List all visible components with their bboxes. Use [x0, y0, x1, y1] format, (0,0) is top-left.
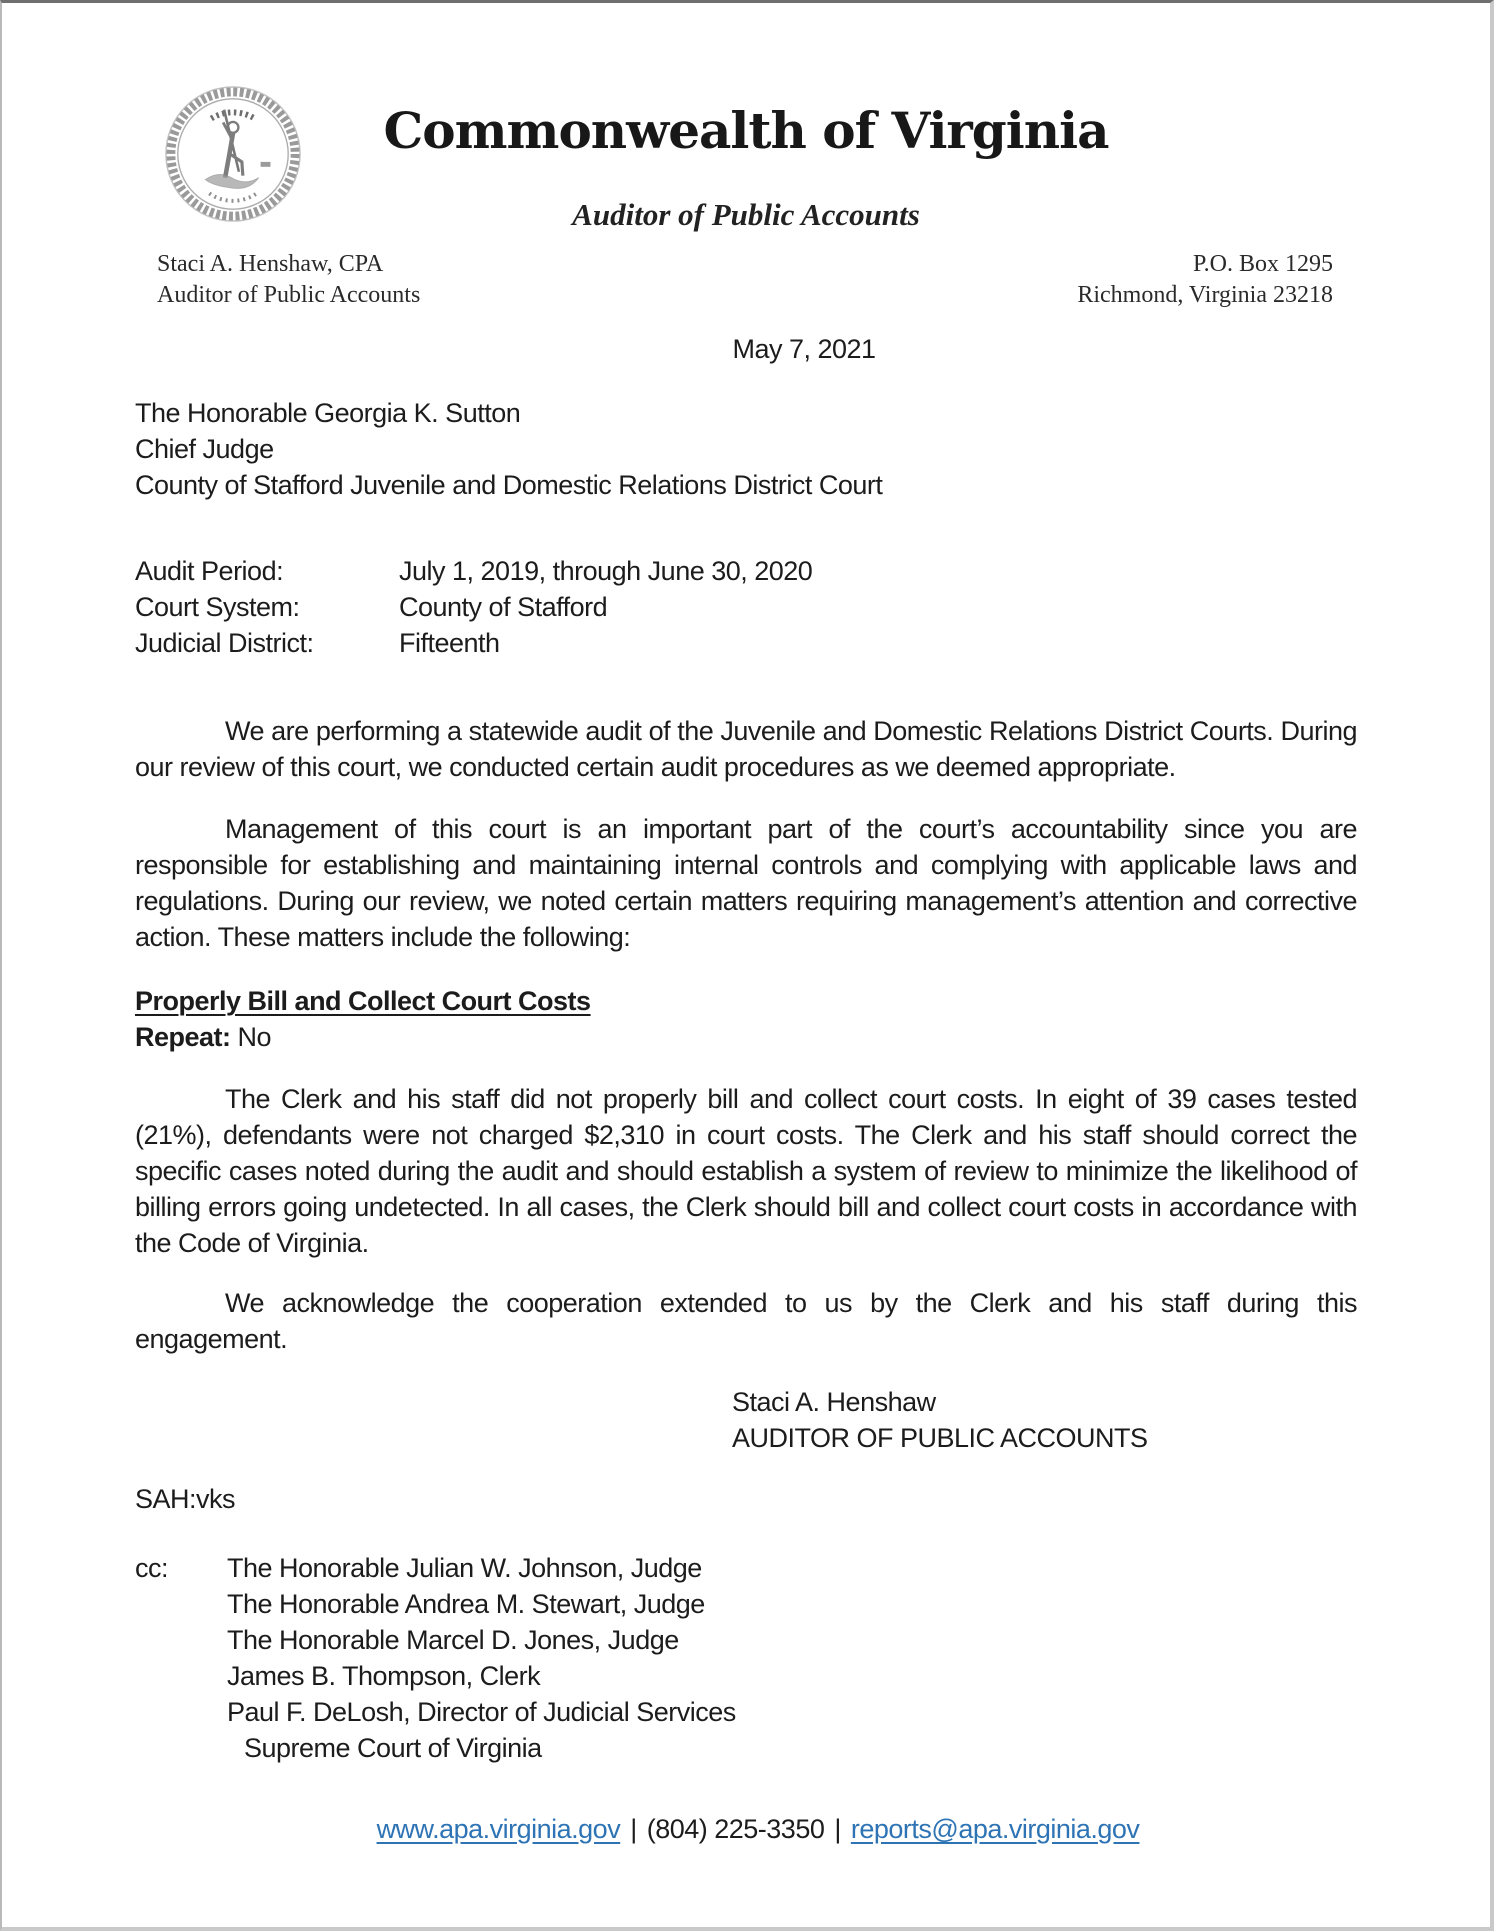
letterhead-subtitle: Auditor of Public Accounts [572, 197, 920, 232]
auditor-title: Auditor of Public Accounts [157, 282, 421, 308]
recipient-name: The Honorable Georgia K. Sutton [135, 398, 521, 428]
cc-name: The Honorable Julian W. Johnson, Judge [227, 1553, 702, 1583]
cc-name: Paul F. DeLosh, Director of Judicial Services [227, 1697, 736, 1727]
auditor-name: Staci A. Henshaw, CPA [157, 251, 384, 277]
signature-block [732, 1384, 1357, 1456]
cc-name-list [227, 1550, 736, 1766]
office-address-block [1077, 249, 1333, 311]
footer-separator: | [834, 1814, 841, 1844]
recipient-block [135, 395, 1357, 503]
repeat-line [135, 1019, 1357, 1055]
letterhead-title: Commonwealth of Virginia [383, 101, 1109, 160]
cc-name: James B. Thompson, Clerk [227, 1661, 541, 1691]
reference-initials: SAH:vks [135, 1484, 236, 1514]
letterhead [2, 3, 1490, 331]
audit-period-label: Audit Period: [135, 556, 284, 586]
finding-heading: Properly Bill and Collect Court Costs [135, 986, 591, 1016]
letter-body [2, 331, 1490, 1847]
po-box-line: P.O. Box 1295 [1192, 251, 1333, 277]
recipient-court: County of Stafford Juvenile and Domestic Relations District Court [135, 470, 883, 500]
cc-name: The Honorable Andrea M. Stewart, Judge [227, 1589, 705, 1619]
judicial-district-row [135, 625, 812, 661]
website-link[interactable]: www.apa.virginia.gov [376, 1814, 621, 1844]
court-system-label: Court System: [135, 592, 300, 622]
repeat-label: Repeat: [135, 1022, 231, 1052]
auditor-name-block [157, 249, 420, 311]
cc-name: Supreme Court of Virginia [244, 1733, 542, 1763]
court-system-row [135, 589, 812, 625]
cc-label: cc: [135, 1553, 169, 1583]
management-paragraph: Management of this court is an important part of the court’s accountability since you are responsible for establishing and maintaining internal controls and complying with applicable laws and regulations. During our review, we noted certain matters requiring management’s attention and corrective action. These matters include the following: [135, 814, 1357, 952]
audit-info-table [135, 553, 812, 661]
cc-block [135, 1550, 1357, 1766]
court-system-value: County of Stafford [399, 592, 608, 622]
closing-paragraph: We acknowledge the cooperation extended to us by the Clerk and his staff during this engagement. [135, 1288, 1357, 1354]
intro-paragraph: We are performing a statewide audit of the Juvenile and Domestic Relations District Courts. During our review of this court, we conducted certain audit procedures as we deemed appropriate. [135, 716, 1357, 782]
recipient-title: Chief Judge [135, 434, 274, 464]
finding-body-paragraph: The Clerk and his staff did not properly bill and collect court costs. In eight of 39 cases tested (21%), defendants were not charged $2,310 in court costs. The Clerk and his staff should correct the specific cases noted during the audit and should establish a system of review to minimize the likelihood of billing errors going undetected. In all cases, the Clerk should bill and collect court costs in accordance with the Code of Virginia. [135, 1084, 1357, 1258]
phone-number: (804) 225-3350 [646, 1814, 825, 1844]
audit-period-value: July 1, 2019, through June 30, 2020 [399, 556, 813, 586]
email-link[interactable]: reports@apa.virginia.gov [850, 1814, 1140, 1844]
city-state-zip-line: Richmond, Virginia 23218 [1077, 282, 1333, 308]
audit-period-row [135, 553, 812, 589]
repeat-value: No [237, 1022, 272, 1052]
judicial-district-label: Judicial District: [135, 628, 314, 658]
cc-name: The Honorable Marcel D. Jones, Judge [227, 1625, 679, 1655]
footer-separator: | [630, 1814, 637, 1844]
signature-title: AUDITOR OF PUBLIC ACCOUNTS [732, 1423, 1148, 1453]
signature-name: Staci A. Henshaw [732, 1387, 936, 1417]
page-footer [135, 1811, 1357, 1847]
letter-date: May 7, 2021 [732, 334, 876, 364]
judicial-district-value: Fifteenth [399, 628, 500, 658]
